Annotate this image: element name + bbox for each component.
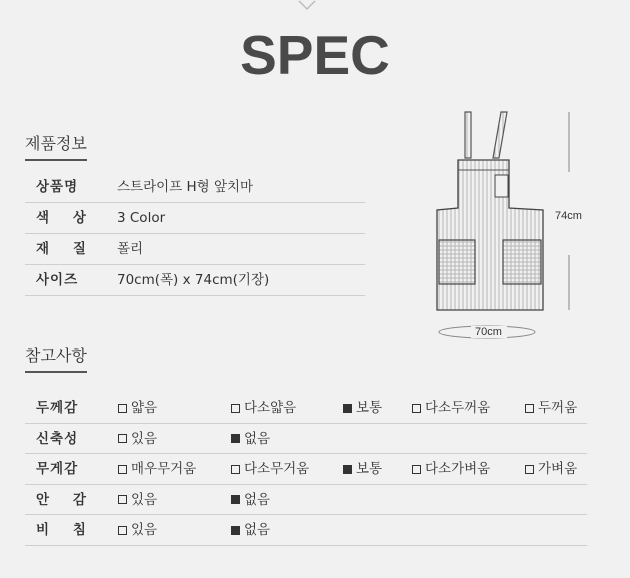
option-thick: 두꺼움: [525, 393, 577, 423]
option-thin: 얇음: [118, 393, 157, 423]
info-value: 3 Color: [117, 210, 166, 226]
checkbox-icon: [231, 404, 240, 413]
option-light: 가벼움: [525, 454, 577, 484]
note-row-thickness: [25, 393, 587, 424]
checkbox-checked-icon: [231, 434, 240, 443]
checkbox-icon: [118, 404, 127, 413]
product-info-table: [25, 172, 365, 296]
option-no: 없음: [231, 515, 270, 545]
apron-illustration: [425, 100, 630, 350]
info-section-heading: 제품정보: [25, 133, 87, 161]
option-yes: 있음: [118, 424, 157, 454]
info-row-size: [25, 265, 365, 296]
option-yes: 있음: [118, 515, 157, 545]
option-yes: 있음: [118, 485, 157, 515]
page-title: SPEC: [240, 24, 390, 86]
notes-section-heading: 참고사항: [25, 345, 87, 373]
note-label: 비 침: [36, 522, 87, 538]
checkbox-checked-icon: [343, 404, 352, 413]
width-dimension-label: 70cm: [475, 326, 502, 338]
checkbox-icon: [118, 465, 127, 474]
info-label: 상품명: [36, 179, 79, 195]
info-label: 색 상: [36, 210, 87, 226]
info-label: 재 질: [36, 241, 87, 257]
checkbox-icon: [231, 465, 240, 474]
checkbox-checked-icon: [231, 495, 240, 504]
right-pocket: [503, 240, 541, 284]
checkbox-checked-icon: [231, 526, 240, 535]
info-value: 폴리: [117, 241, 144, 257]
left-pocket: [439, 240, 475, 284]
info-row-product-name: [25, 172, 365, 203]
left-strap: [465, 112, 471, 158]
apron-body: [437, 160, 543, 310]
info-row-color: [25, 203, 365, 234]
option-slightly-thick: 다소두꺼움: [412, 393, 490, 423]
chevron-down-icon: [297, 0, 317, 12]
option-no: 없음: [231, 485, 270, 515]
option-slightly-heavy: 다소무거움: [231, 454, 309, 484]
option-normal: 보통: [343, 393, 382, 423]
checkbox-icon: [118, 434, 127, 443]
note-label: 신축성: [36, 430, 79, 447]
apron-label: [495, 175, 508, 197]
checkbox-icon: [525, 465, 534, 474]
note-label: 안 감: [36, 491, 87, 508]
notes-table: [25, 393, 587, 546]
option-very-heavy: 매우무거움: [118, 454, 196, 484]
info-label: 사이즈: [36, 272, 79, 288]
checkbox-icon: [118, 495, 127, 504]
note-row-see-through: [25, 515, 587, 546]
right-strap: [493, 112, 507, 158]
note-row-lining: [25, 485, 587, 516]
note-label: 두께감: [36, 400, 79, 416]
option-no: 없음: [231, 424, 270, 454]
option-slightly-thin: 다소얇음: [231, 393, 296, 423]
checkbox-icon: [118, 526, 127, 535]
checkbox-icon: [525, 404, 534, 413]
info-row-material: [25, 234, 365, 265]
note-label: 무게감: [36, 461, 79, 477]
option-slightly-light: 다소가벼움: [412, 454, 490, 484]
info-value: 스트라이프 H형 앞치마: [117, 179, 254, 195]
checkbox-icon: [412, 404, 421, 413]
note-row-weight: [25, 454, 587, 485]
option-normal: 보통: [343, 454, 382, 484]
checkbox-icon: [412, 465, 421, 474]
height-dimension-label: 74cm: [555, 210, 582, 222]
checkbox-checked-icon: [343, 465, 352, 474]
info-value: 70cm(폭) x 74cm(기장): [117, 272, 270, 288]
note-row-elasticity: [25, 424, 587, 455]
